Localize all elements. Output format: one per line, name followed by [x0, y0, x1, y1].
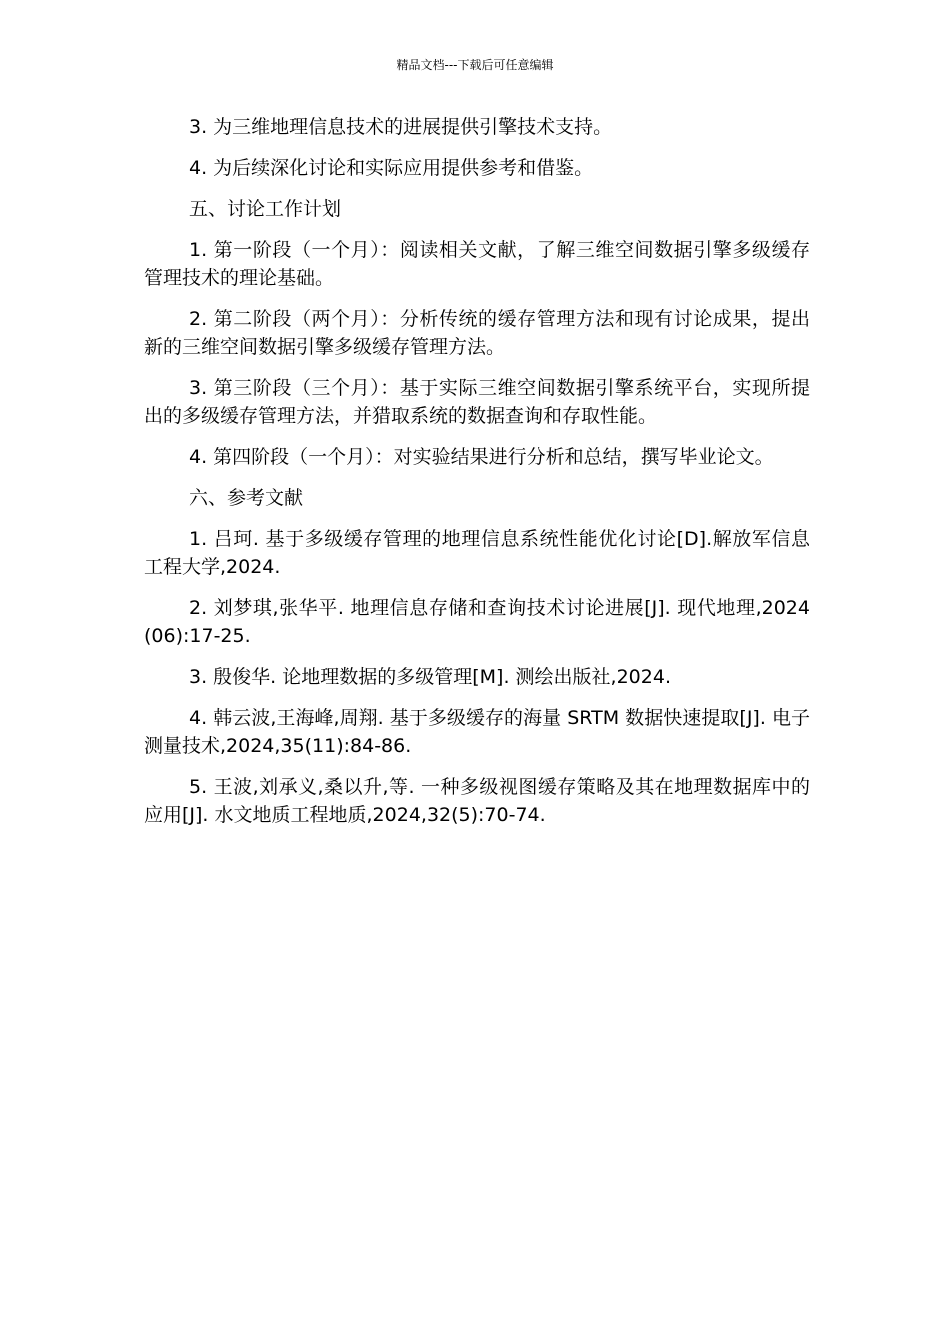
section-heading: 五、讨论工作计划 — [189, 198, 342, 220]
reference-item: 2. 刘梦琪,张华平. 地理信息存储和查询技术讨论进展[J]. 现代地理,2024(06):17-25. — [144, 597, 810, 647]
list-item: 4. 第四阶段（一个月）：对实验结果进行分析和总结，撰写毕业论文。 — [189, 446, 774, 468]
reference-item: 1. 吕珂. 基于多级缓存管理的地理信息系统性能优化讨论[D].解放军信息工程大学,2024. — [144, 528, 810, 578]
list-item: 3. 为三维地理信息技术的进展提供引擎技术支持。 — [189, 116, 613, 138]
section-heading: 六、参考文献 — [189, 487, 304, 509]
reference-item: 3. 殷俊华. 论地理数据的多级管理[M]. 测绘出版社,2024. — [189, 666, 671, 688]
list-item: 2. 第二阶段（两个月）：分析传统的缓存管理方法和现有讨论成果，提出新的三维空间数据引擎多级缓存管理方法。 — [144, 308, 810, 358]
page-header-watermark: 精品文档---下载后可任意编辑 — [396, 58, 554, 72]
list-item: 1. 第一阶段（一个月）：阅读相关文献，了解三维空间数据引擎多级缓存管理技术的理论基础。 — [144, 239, 810, 289]
list-item: 4. 为后续深化讨论和实际应用提供参考和借鉴。 — [189, 157, 594, 179]
list-item: 3. 第三阶段（三个月）：基于实际三维空间数据引擎系统平台，实现所提出的多级缓存管理方法，并猎取系统的数据查询和存取性能。 — [144, 377, 810, 427]
document-body — [144, 113, 810, 842]
reference-item: 4. 韩云波,王海峰,周翔. 基于多级缓存的海量 SRTM 数据快速提取[J]. 电子测量技术,2024,35(11):84-86. — [144, 707, 810, 757]
reference-item: 5. 王波,刘承义,桑以升,等. 一种多级视图缓存策略及其在地理数据库中的应用[J]. 水文地质工程地质,2024,32(5):70-74. — [144, 776, 810, 826]
